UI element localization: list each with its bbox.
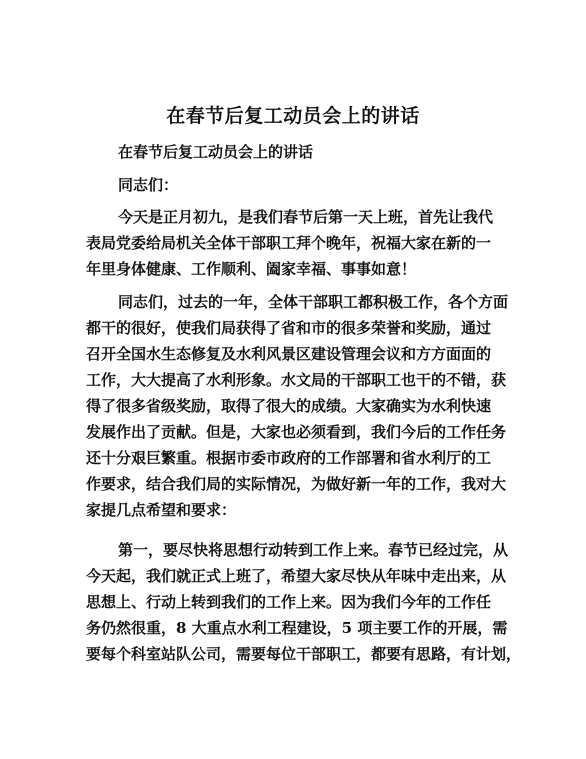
paragraph-line: 召开全国水生态修复及水利风景区建设管理会议和方方面面的 [86, 345, 492, 363]
paragraph-line: 今天起，我们就正式上班了，希望大家尽快从年味中走出来，从 [86, 567, 507, 585]
paragraph-line: 表局党委给局机关全体干部职工拜个晚年，祝福大家在新的一 [86, 234, 492, 252]
paragraph-line: 同志们，过去的一年，全体干部职工都积极工作，各个方面 [118, 293, 509, 311]
paragraph-line: 务仍然很重，8 大重点水利工程建设，5 项主要工作的开展，需 [86, 619, 508, 637]
paragraph-line: 今天是正月初九，是我们春节后第一天上班，首先让我代 [118, 208, 494, 226]
paragraph-line: 都干的很好，使我们局获得了省和市的很多荣誉和奖励，通过 [86, 319, 492, 337]
paragraph-line: 年里身体健康、工作顺利、阖家幸福、事事如意！ [86, 260, 417, 278]
paragraph-line: 工作，大大提高了水利形象。水文局的干部职工也干的不错，获 [86, 371, 507, 389]
paragraph-line: 还十分艰巨繁重。根据市委市政府的工作部署和省水利厅的工 [86, 449, 492, 467]
document-subtitle: 在春节后复工动员会上的讲话 [118, 143, 314, 161]
salutation: 同志们： [118, 176, 179, 194]
paragraph-line: 发展作出了贡献。但是，大家也必须看到，我们今后的工作任务 [86, 423, 507, 441]
paragraph-line: 作要求，结合我们局的实际情况，为做好新一年的工作，我对大 [86, 475, 507, 493]
paragraph-line: 家提几点希望和要求： [86, 501, 237, 519]
paragraph-line: 思想上、行动上转到我们的工作上来。因为我们今年的工作任 [86, 593, 492, 611]
paragraph-line: 第一，要尽快将思想行动转到工作上来。春节已经过完，从 [118, 541, 509, 559]
paragraph-line: 得了很多省级奖励，取得了很大的成绩。大家确实为水利快速 [86, 397, 492, 415]
paragraph-line: 要每个科室站队公司，需要每位干部职工，都要有思路，有计划， [86, 645, 522, 663]
document-title: 在春节后复工动员会上的讲话 [166, 105, 420, 127]
